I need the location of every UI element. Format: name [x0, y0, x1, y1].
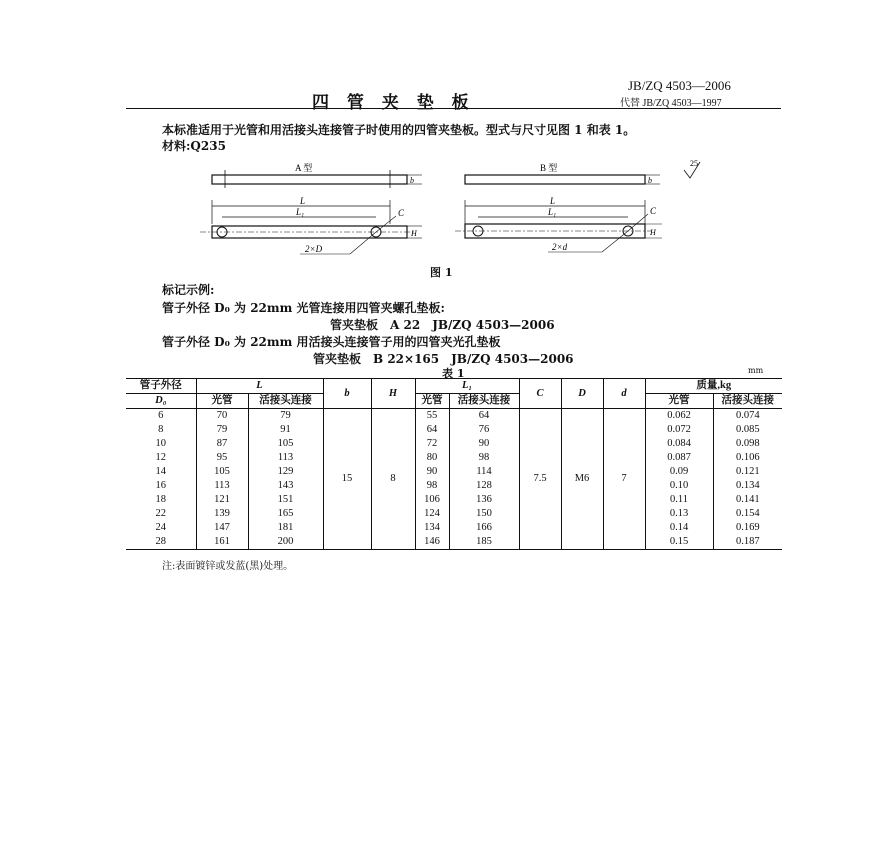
- cell-L-plain: 161: [196, 535, 248, 550]
- header-H: H: [371, 379, 415, 409]
- cell-d0: 28: [155, 536, 166, 547]
- cell-L-union: 143: [248, 479, 323, 493]
- cell-L-plain: 147: [196, 521, 248, 535]
- cell-mass-plain: 0.084: [645, 437, 713, 451]
- cell-L1-union: 90: [449, 437, 519, 451]
- dim-L-label-a: L: [300, 196, 306, 206]
- cell-L1-union: 64: [449, 409, 519, 424]
- cell-mass-plain: 0.072: [645, 423, 713, 437]
- cell-mass-union: 0.134: [713, 479, 782, 493]
- cell-L1-union: 114: [449, 465, 519, 479]
- table-row: [126, 507, 782, 521]
- page-title: 四 管 夹 垫 板: [312, 93, 475, 113]
- cell-L-union: 151: [248, 493, 323, 507]
- cell-L1-union: 185: [449, 535, 519, 550]
- hole-label-b: 2×d: [552, 242, 568, 252]
- cell-mass-plain: 0.14: [645, 521, 713, 535]
- cell-L-union: 91: [248, 423, 323, 437]
- cell-mass-plain: 0.13: [645, 507, 713, 521]
- cell-b: 15: [323, 409, 371, 550]
- table-row: [126, 535, 782, 550]
- cell-L1-plain: 80: [415, 451, 449, 465]
- cell-L1-union: 166: [449, 521, 519, 535]
- cell-mass-union: 0.154: [713, 507, 782, 521]
- dim-C-label-b: C: [650, 206, 657, 216]
- table-note: 注:表面镀锌或发蓝(黑)处理。: [162, 561, 294, 572]
- cell-L1-plain: 124: [415, 507, 449, 521]
- intro-paragraph: 本标准适用于光管和用活接头连接管子时使用的四管夹垫板。型式与尺寸见图 1 和表 1。: [162, 123, 636, 137]
- cell-L-plain: 70: [196, 409, 248, 424]
- hole-label-a: 2×D: [305, 244, 323, 254]
- cell-L-plain: 121: [196, 493, 248, 507]
- roughness-value: 25: [690, 159, 698, 168]
- cell-mass-plain: 0.15: [645, 535, 713, 550]
- cell-L-plain: 87: [196, 437, 248, 451]
- cell-L-plain: 79: [196, 423, 248, 437]
- cell-L1-union: 150: [449, 507, 519, 521]
- cell-L1-plain: 134: [415, 521, 449, 535]
- cell-D: M6: [561, 409, 603, 550]
- marking-example-2-text: 管子外径 D₀ 为 22mm 用活接头连接管子用的四管夹光孔垫板: [162, 335, 501, 349]
- cell-H: 8: [371, 409, 415, 550]
- table-row: [126, 493, 782, 507]
- type-a-label: A 型: [295, 163, 313, 173]
- figure-1-drawing: [200, 158, 720, 262]
- header-L-plain: 光管: [196, 394, 248, 409]
- table-row: [126, 479, 782, 493]
- table-row: [126, 521, 782, 535]
- marking-heading: 标记示例:: [162, 283, 215, 297]
- cell-d0: 16: [155, 480, 166, 491]
- cell-mass-plain: 0.087: [645, 451, 713, 465]
- cell-mass-plain: 0.10: [645, 479, 713, 493]
- dim-C-label-a: C: [398, 208, 405, 218]
- cell-mass-union: 0.098: [713, 437, 782, 451]
- header-d0-top: 管子外径: [126, 379, 196, 394]
- dim-b-label-b: b: [648, 176, 652, 185]
- cell-d0: 8: [158, 424, 164, 435]
- cell-L1-plain: 72: [415, 437, 449, 451]
- cell-L1-plain: 106: [415, 493, 449, 507]
- cell-L-union: 165: [248, 507, 323, 521]
- header-mass-union: 活接头连接: [713, 394, 782, 409]
- cell-mass-plain: 0.09: [645, 465, 713, 479]
- type-a-side-view: [212, 162, 422, 188]
- cell-L-union: 200: [248, 535, 323, 550]
- cell-L-union: 113: [248, 451, 323, 465]
- cell-L1-plain: 55: [415, 409, 449, 424]
- cell-L1-union: 98: [449, 451, 519, 465]
- cell-L-plain: 139: [196, 507, 248, 521]
- cell-L1-plain: 98: [415, 479, 449, 493]
- header-L1-plain: 光管: [415, 394, 449, 409]
- type-b-plan-view: [455, 196, 662, 252]
- dimensions-table: [126, 378, 782, 550]
- header-L-union: 活接头连接: [248, 394, 323, 409]
- cell-d0: 24: [155, 522, 166, 533]
- table-row: [126, 465, 782, 479]
- header-mass-plain: 光管: [645, 394, 713, 409]
- header-D: D: [561, 379, 603, 409]
- header-L1: L₁: [415, 379, 519, 394]
- table-caption: 表 1: [442, 367, 465, 380]
- type-b-side-view: [465, 162, 660, 185]
- cell-d0: 10: [155, 438, 166, 449]
- marking-example-1-code: 管夹垫板 A 22 JB/ZQ 4503—2006: [330, 318, 555, 332]
- table-row: [126, 451, 782, 465]
- type-b-label: B 型: [540, 163, 558, 173]
- marking-example-1-text: 管子外径 D₀ 为 22mm 光管连接用四管夹螺孔垫板:: [162, 301, 445, 315]
- cell-L1-plain: 146: [415, 535, 449, 550]
- dim-L1-label-a: L₁: [296, 207, 305, 217]
- cell-mass-union: 0.169: [713, 521, 782, 535]
- figure-caption: 图 1: [430, 266, 453, 279]
- cell-d0: 6: [158, 410, 164, 421]
- header-b: b: [323, 379, 371, 409]
- cell-d: 7: [603, 409, 645, 550]
- cell-L-union: 129: [248, 465, 323, 479]
- dim-L1-label-b: L₁: [548, 207, 557, 217]
- material-line: 材料:Q235: [162, 139, 226, 153]
- header-mass: 质量,kg: [645, 379, 782, 394]
- cell-L-union: 181: [248, 521, 323, 535]
- table-row: [126, 409, 782, 424]
- cell-mass-union: 0.106: [713, 451, 782, 465]
- cell-L1-plain: 90: [415, 465, 449, 479]
- replaces-standard: 代替 JB/ZQ 4503—1997: [620, 98, 722, 109]
- cell-L-plain: 105: [196, 465, 248, 479]
- table-row: [126, 423, 782, 437]
- table-row: [126, 437, 782, 451]
- cell-L-plain: 113: [196, 479, 248, 493]
- cell-mass-union: 0.085: [713, 423, 782, 437]
- header-L1-union: 活接头连接: [449, 394, 519, 409]
- cell-d0: 12: [155, 452, 166, 463]
- header-L: L: [196, 379, 323, 394]
- cell-L1-union: 76: [449, 423, 519, 437]
- cell-mass-plain: 0.062: [645, 409, 713, 424]
- cell-L1-union: 128: [449, 479, 519, 493]
- cell-mass-union: 0.141: [713, 493, 782, 507]
- cell-L-plain: 95: [196, 451, 248, 465]
- cell-L-union: 79: [248, 409, 323, 424]
- header-C: C: [519, 379, 561, 409]
- cell-mass-union: 0.121: [713, 465, 782, 479]
- header-d0-symbol: D₀: [155, 395, 167, 406]
- cell-L1-plain: 64: [415, 423, 449, 437]
- cell-L1-union: 136: [449, 493, 519, 507]
- type-a-plan-view: [200, 196, 422, 254]
- dim-H-label-b: H: [650, 228, 656, 237]
- cell-C: 7.5: [519, 409, 561, 550]
- cell-mass-union: 0.074: [713, 409, 782, 424]
- dim-L-label-b: L: [550, 196, 556, 206]
- roughness-symbol: [684, 159, 700, 178]
- header-d: d: [603, 379, 645, 409]
- marking-example-2-code: 管夹垫板 B 22×165 JB/ZQ 4503—2006: [313, 352, 574, 366]
- cell-mass-plain: 0.11: [645, 493, 713, 507]
- cell-d0: 14: [155, 466, 166, 477]
- dim-b-label-a: b: [410, 176, 414, 185]
- cell-L-union: 105: [248, 437, 323, 451]
- header-rule: [126, 108, 781, 109]
- table-unit: mm: [748, 366, 764, 375]
- standard-number: JB/ZQ 4503—2006: [628, 78, 731, 93]
- cell-d0: 22: [155, 508, 166, 519]
- cell-d0: 18: [155, 494, 166, 505]
- dim-H-label-a: H: [411, 229, 417, 238]
- cell-mass-union: 0.187: [713, 535, 782, 550]
